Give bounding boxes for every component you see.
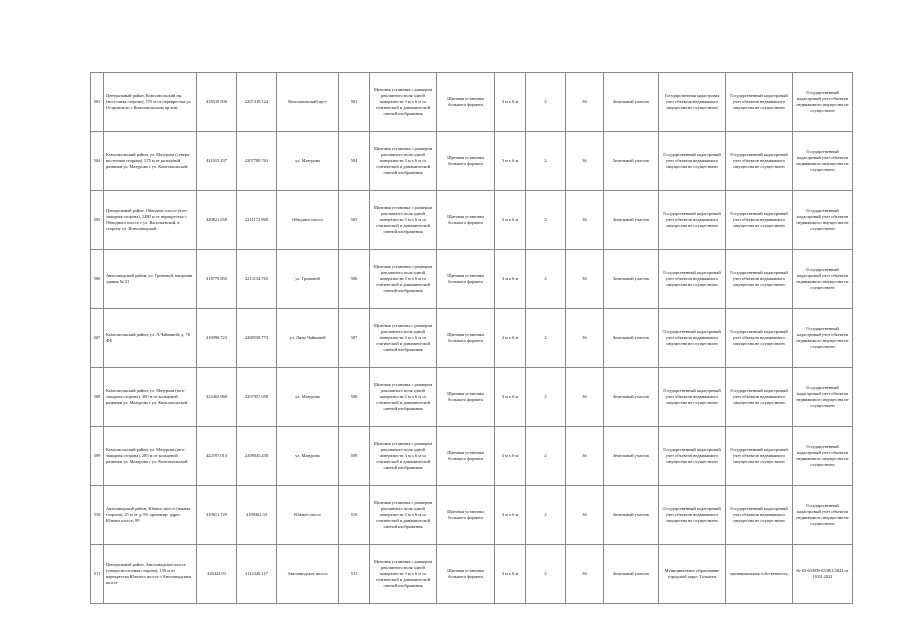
cell-ownership: Государственный кадастровый учет объектов недвижимого имущества не осуществлен xyxy=(726,132,793,191)
cell-sides: 2 xyxy=(526,191,566,250)
cell-coord-y: 2213134.765 xyxy=(237,250,277,309)
cell-owner: Государственный кадастровый учет объектов недвижимого имущества не осуществлен xyxy=(659,309,726,368)
table-row xyxy=(91,73,853,132)
cell-type: Щитовая установка большого формата xyxy=(437,250,495,309)
table-row xyxy=(91,368,853,427)
cell-land-type: Земельный участок xyxy=(604,132,659,191)
cell-address: Центральный район, Комсомольский пр. (восточная сторона), 570 м от перекрестка ул. Островского с Комсомольским пр-том xyxy=(104,73,197,132)
cell-ownership: Государственный кадастровый учет объектов недвижимого имущества не осуществлен xyxy=(726,73,793,132)
cell-sides: 2 xyxy=(526,486,566,545)
cell-sides: 2 xyxy=(526,73,566,132)
cell-registration: Государственный кадастровый учет объектов недвижимого имущества не осуществлен xyxy=(793,73,853,132)
cell-coord-y: 2208045.438 xyxy=(237,427,277,486)
cell-number: 506 xyxy=(91,250,104,309)
cell-area: 36 xyxy=(566,73,604,132)
cell-coord-x: 422597.013 xyxy=(197,427,237,486)
cell-registration: Государственный кадастровый учет объектов недвижимого имущества не осуществлен xyxy=(793,132,853,191)
cell-code: 508 xyxy=(339,368,370,427)
cell-description: Щитовая установка с размером рекламного поля одной поверхности 3 м x 6 м со статической и динамической сменой изображения xyxy=(370,250,437,309)
cell-registration: № 63-63/009-63/001/2022 от 10.02.2022 xyxy=(793,545,853,604)
cell-number: 507 xyxy=(91,309,104,368)
cell-registration: Государственный кадастровый учет объектов недвижимого имущества не осуществлен xyxy=(793,427,853,486)
cell-coord-y: 2207780.763 xyxy=(237,132,277,191)
cell-coord-x: 420821.658 xyxy=(197,191,237,250)
cell-description: Щитовая установка с размером рекламного поля одной поверхности 3 м x 6 м со статической и динамической сменой изображения xyxy=(370,132,437,191)
cell-size: 3 м x 6 м xyxy=(495,368,526,427)
cell-code: 509 xyxy=(339,427,370,486)
cell-area: 36 xyxy=(566,545,604,604)
cell-ownership: муниципальная собственность xyxy=(726,545,793,604)
cell-sides: 2 xyxy=(526,368,566,427)
cell-street: Комсомольский пр-т xyxy=(277,73,339,132)
cell-owner: Государственный кадастровый учет объектов недвижимого имущества не осуществлен xyxy=(659,427,726,486)
cell-number: 509 xyxy=(91,427,104,486)
cell-description: Щитовая установка с размером рекламного поля одной поверхности 3 м x 6 м со статической и динамической сменой изображения xyxy=(370,73,437,132)
cell-ownership: Государственный кадастровый учет объектов недвижимого имущества не осуществлен xyxy=(726,250,793,309)
cell-size: 3 м x 6 м xyxy=(495,132,526,191)
cell-coord-y: 2112320.117 xyxy=(237,545,277,604)
cell-address: Комсомольский район, ул. Мазурова (северо-восточная сторона), 575 м от кольцевой развязки ул. Мазурова с ул. Комсомольской xyxy=(104,132,197,191)
cell-number: 510 xyxy=(91,486,104,545)
cell-land-type: Земельный участок xyxy=(604,250,659,309)
table-row xyxy=(91,250,853,309)
cell-size: 3 м x 6 м xyxy=(495,250,526,309)
cell-code: 507 xyxy=(339,309,370,368)
cell-sides: 2 xyxy=(526,309,566,368)
cell-street: ул. Мазурова xyxy=(277,368,339,427)
cell-type: Щитовая установка большого формата xyxy=(437,309,495,368)
cell-street: Южное шоссе xyxy=(277,486,339,545)
cell-registration: Государственный кадастровый учет объектов недвижимого имущества не осуществлен xyxy=(793,191,853,250)
cell-type: Щитовая установка большого формата xyxy=(437,545,495,604)
table-row xyxy=(91,427,853,486)
cell-owner: Государственный кадастровый учет объектов недвижимого имущества не осуществлен xyxy=(659,132,726,191)
cell-number: 508 xyxy=(91,368,104,427)
cell-land-type: Земельный участок xyxy=(604,73,659,132)
cell-coord-y: 2109402.33 xyxy=(237,486,277,545)
cell-code: 506 xyxy=(339,250,370,309)
cell-type: Щитовая установка большого формата xyxy=(437,368,495,427)
cell-registration: Государственный кадастровый учет объектов недвижимого имущества не осуществлен xyxy=(793,368,853,427)
cell-area: 36 xyxy=(566,427,604,486)
cell-coord-y: 2207957.058 xyxy=(237,368,277,427)
cell-description: Щитовая установка с размером рекламного поля одной поверхности 3 м x 6 м со статической и динамической сменой изображения xyxy=(370,309,437,368)
table-row xyxy=(91,191,853,250)
cell-owner: Государственный кадастровый учет объектов недвижимого имущества не осуществлен xyxy=(659,250,726,309)
cell-coord-x: 416990.723 xyxy=(197,309,237,368)
cell-area: 36 xyxy=(566,368,604,427)
cell-number: 511 xyxy=(91,545,104,604)
cell-ownership: Государственный кадастровый учет объектов недвижимого имущества не осуществлен xyxy=(726,427,793,486)
cell-description: Щитовая установка с размером рекламного поля одной поверхности 3 м x 6 м со статической и динамической сменой изображения xyxy=(370,191,437,250)
cell-street: ул. Мазурова xyxy=(277,427,339,486)
cell-area: 36 xyxy=(566,250,604,309)
cell-street: Автозаводское шоссе xyxy=(277,545,339,604)
cell-sides: 2 xyxy=(526,132,566,191)
cell-number: 504 xyxy=(91,132,104,191)
cell-ownership: Государственный кадастровый учет объектов недвижимого имущества не осуществлен xyxy=(726,486,793,545)
cell-coord-x: 421015.437 xyxy=(197,132,237,191)
cell-description: Щитовая установка с размером рекламного поля одной поверхности 3 м x 6 м со статической и динамической сменой изображения xyxy=(370,427,437,486)
cell-owner: Государственная кадастровая учет объектов недвижимого имущества не осуществлен xyxy=(659,73,726,132)
cell-registration: Государственный кадастровый учет объектов недвижимого имущества не осуществлен xyxy=(793,250,853,309)
cell-code: 503 xyxy=(339,73,370,132)
cell-land-type: Земельный участок xyxy=(604,368,659,427)
cell-land-type: Земельный участок xyxy=(604,545,659,604)
cell-coord-x: 418779.892 xyxy=(197,250,237,309)
cell-sides: 2 xyxy=(526,250,566,309)
cell-owner: Государственный кадастровый учет объектов недвижимого имущества не осуществлен xyxy=(659,486,726,545)
cell-address: Комсомольский район, ул. Мазурова (юго-западная сторона), 285 м от кольцевой развязки ул. Мазурова с ул. Комсомольской xyxy=(104,427,197,486)
cell-ownership: Государственный кадастровый учет объектов недвижимого имущества не осуществлен xyxy=(726,368,793,427)
cell-coord-x: 420424.93 xyxy=(197,545,237,604)
cell-land-type: Земельный участок xyxy=(604,486,659,545)
cell-size: 3 м x 6 м xyxy=(495,309,526,368)
cell-address: Автозаводский район, Южное шоссе (южная сторона), 25 м от д. 99, ориентир: адрес: Южное шоссе, 99 xyxy=(104,486,197,545)
cell-ownership: Государственный кадастровый учет объектов недвижимого имущества не осуществлен xyxy=(726,309,793,368)
cell-area: 36 xyxy=(566,191,604,250)
cell-street: ул. Громовой xyxy=(277,250,339,309)
cell-owner: Государственный кадастровый учет объектов недвижимого имущества не осуществлен xyxy=(659,368,726,427)
cell-address: Комсомольский район, ул. Мазурова (юго-западная сторона), 380 м от кольцевой развязки ул. Мазурова с ул. Комсомольской xyxy=(104,368,197,427)
cell-land-type: Земельный участок xyxy=(604,427,659,486)
cell-coord-y: 2208558.773 xyxy=(237,309,277,368)
cell-size: 3 м x 6 м xyxy=(495,191,526,250)
cell-number: 505 xyxy=(91,191,104,250)
cell-size: 3 м x 6 м xyxy=(495,486,526,545)
cell-type: Щитовая установка большого формата xyxy=(437,132,495,191)
cell-number: 503 xyxy=(91,73,104,132)
cell-code: 504 xyxy=(339,132,370,191)
cell-owner: Государственный кадастровый учет объектов недвижимого имущества не осуществлен xyxy=(659,191,726,250)
cell-street: ул. Мазурова xyxy=(277,132,339,191)
cell-ownership: Государственный кадастровый учет объектов недвижимого имущества не осуществлен xyxy=(726,191,793,250)
cell-type: Щитовая установка большого формата xyxy=(437,73,495,132)
cell-area: 36 xyxy=(566,309,604,368)
cell-coord-y: 2207419.124 xyxy=(237,73,277,132)
cell-area: 36 xyxy=(566,486,604,545)
cell-description: Щитовая установка с размером рекламного поля одной поверхности 3 м x 6 м со статической и динамической сменой изображения xyxy=(370,545,437,604)
cell-street: ул. Лизы Чайкиной xyxy=(277,309,339,368)
cell-type: Щитовая установка большого формата xyxy=(437,486,495,545)
cell-sides: 2 xyxy=(526,545,566,604)
cell-area: 36 xyxy=(566,132,604,191)
table-row xyxy=(91,132,853,191)
cell-address: Комсомольский район, ул. Л.Чайкиной, д. 76 ФБ xyxy=(104,309,197,368)
cell-coord-x: 419611.729 xyxy=(197,486,237,545)
advertising-structures-table xyxy=(90,72,853,604)
table-row xyxy=(91,309,853,368)
cell-coord-y: 2211172.968 xyxy=(237,191,277,250)
cell-size: 3 м x 6 м xyxy=(495,73,526,132)
cell-type: Щитовая установка большого формата xyxy=(437,191,495,250)
cell-code: 510 xyxy=(339,486,370,545)
table-row xyxy=(91,486,853,545)
cell-land-type: Земельный участок xyxy=(604,191,659,250)
cell-registration: Государственный кадастровый учет объектов недвижимого имущества не осуществлен xyxy=(793,486,853,545)
cell-coord-x: 422463.968 xyxy=(197,368,237,427)
table-row xyxy=(91,545,853,604)
cell-description: Щитовая установка с размером рекламного поля одной поверхности 3 м x 6 м со статической и динамической сменой изображения xyxy=(370,368,437,427)
cell-street: Обводное шоссе xyxy=(277,191,339,250)
cell-address: Центральный район, Автозаводское шоссе (северо-восточная сторона), 150 м от перекрестка Южного шоссе с Автозаводским шоссе xyxy=(104,545,197,604)
cell-size: 3 м x 6 м xyxy=(495,545,526,604)
cell-land-type: Земельный участок xyxy=(604,309,659,368)
table-body xyxy=(91,73,853,604)
cell-description: Щитовая установка с размером рекламного поля одной поверхности 3 м x 6 м со статической и динамической сменой изображения xyxy=(370,486,437,545)
cell-size: 3 м x 6 м xyxy=(495,427,526,486)
cell-address: Центральный район, Обводное шоссе (юго-западная сторона), 1280 м от перекрестка с Обводного шоссе с ул. Васильевской, в сторону ул. Новозаводской xyxy=(104,191,197,250)
cell-coord-x: 418535.506 xyxy=(197,73,237,132)
cell-address: Автозаводский район, ул. Громовой, напротив здания № 31 xyxy=(104,250,197,309)
cell-code: 511 xyxy=(339,545,370,604)
cell-type: Щитовая установка большого формата xyxy=(437,427,495,486)
cell-registration: Государственный кадастровый учет объектов недвижимого имущества не осуществлен xyxy=(793,309,853,368)
cell-owner: Муниципальное образование городской округ Тольятти xyxy=(659,545,726,604)
cell-sides: 2 xyxy=(526,427,566,486)
cell-code: 505 xyxy=(339,191,370,250)
